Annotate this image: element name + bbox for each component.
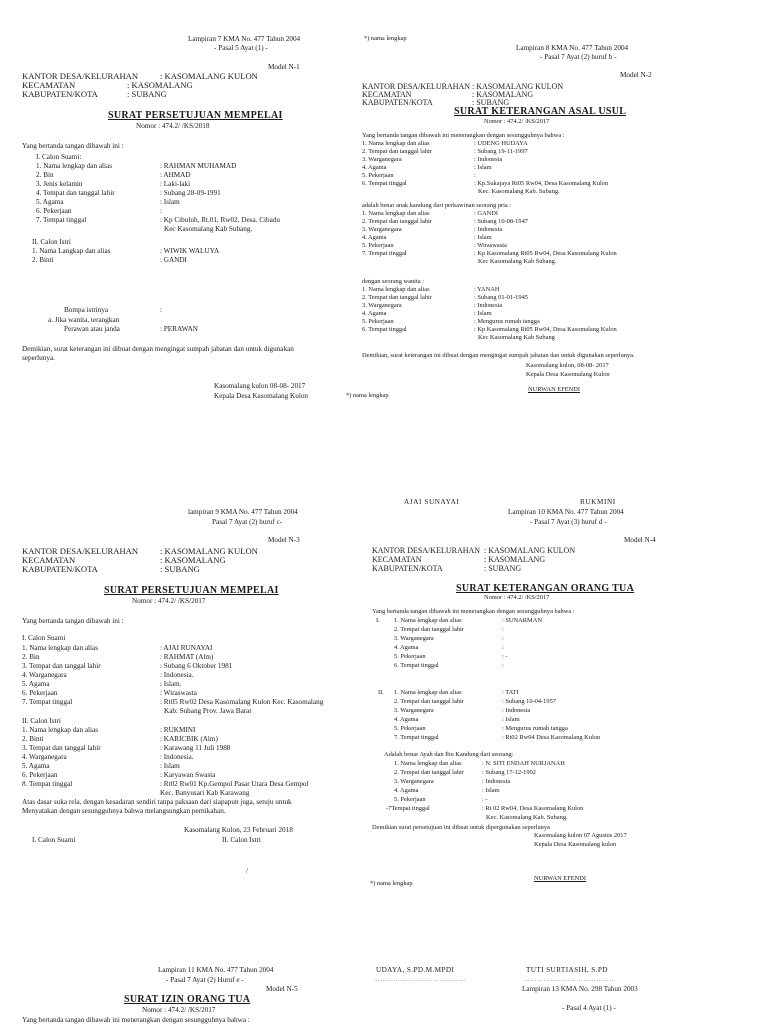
field-value: : Islam <box>502 716 520 723</box>
pasal-label: - Pasal 7 Ayat (2) Huruf e - <box>166 976 244 984</box>
model-label: Model N-2 <box>620 71 652 79</box>
field-label: 4. Agama <box>362 310 387 317</box>
field-value: : UDENG HUDAYA <box>474 140 528 147</box>
field-value: : RUKMINI <box>160 726 196 734</box>
section-text: Adalah benar Ayah dan Ibu Kandung dari seorang: <box>384 751 514 758</box>
field-value: : Islam <box>474 310 492 317</box>
field-value: : - <box>502 653 508 660</box>
field-value: : Indonesia <box>502 707 531 714</box>
section-heading: I. Calon Suami: <box>36 153 82 161</box>
field-label: 1. Nama lengkap dan alias <box>394 617 462 624</box>
field-label: 1. Nama lengkap dan alias <box>22 644 99 652</box>
field-label: 2. Tempat dan tanggal lahir <box>362 294 432 301</box>
field-label: 5. Pekerjaan <box>362 172 394 179</box>
kabupaten-value: : SUBANG <box>127 89 167 99</box>
document-title: SURAT PERSETUJUAN MEMPELAI <box>104 585 279 596</box>
kantor-label: KANTOR DESA/KELURAHAN <box>22 546 139 556</box>
field-label: 5. Pekerjaan <box>394 725 426 732</box>
field-label: 8. Tempat tinggal <box>22 780 73 788</box>
field-label: 5. Agama <box>22 680 50 688</box>
lampiran-label: Lampiran 11 KMA No. 477 Tahun 2004 <box>158 966 274 974</box>
field-label: a. Jika wanita, terangkan <box>48 316 120 324</box>
document-title: SURAT KETERANGAN ASAL USUL <box>454 106 627 117</box>
signer-title: Kepala Desa Kasomalang Kulon <box>214 392 309 400</box>
field-label: 3. Tempat dan tanggal lahir <box>22 744 101 752</box>
intro-text: Yang bertanda tangan dibawah ini : <box>22 142 124 150</box>
field-label: 2. Tempat dan tanggal lahir <box>394 698 464 705</box>
field-label: 2. Tempat dan tanggal lahir <box>394 769 464 776</box>
field-value: : <box>160 207 162 215</box>
closing-text: Atas dasar suka rela, dengan kesadaran sendiri tanpa paksaan dari siapapun juga, setuju untuk <box>22 798 292 806</box>
field-label: 1. Nama lengkap dan alias <box>394 760 462 767</box>
field-value: : <box>474 172 476 179</box>
field-value: : Islam <box>160 762 180 770</box>
field-value: Kec. Kasomalang Kab. Subang. <box>478 188 560 195</box>
field-value: : Kp Kasomalang Rt05 Rw04, Desa Kasomalang Kulon <box>474 250 617 257</box>
kantor-value: : KASOMALANG KULON <box>472 82 564 91</box>
field-label: 4. Agama <box>394 644 419 651</box>
field-value: : AHMAD <box>160 171 191 179</box>
field-label: 3. Warganegara <box>394 635 434 642</box>
footnote: *) nama lengkap <box>370 880 413 887</box>
signature-mark: / <box>246 867 248 875</box>
field-value: : Indonesia. <box>160 671 194 679</box>
field-value: : AJAI RUNAYAI <box>160 644 213 652</box>
signer-name: NURWAN EFENDI <box>534 875 587 882</box>
kantor-value: : KASOMALANG KULON <box>160 546 258 556</box>
section-heading: II. Calon Istri <box>32 238 71 246</box>
field-value: : Subang 6 Oktober 1981 <box>160 662 233 670</box>
field-label: -7Tempat tinggal <box>386 805 430 812</box>
field-label: 3. Tempat dan tanggal lahir <box>22 662 101 670</box>
field-value: Kec Kasomalang Kab Subang. <box>478 258 557 265</box>
field-label: 4. Agama <box>362 164 387 171</box>
lampiran-label: Lampiran 8 KMA No. 477 Tahun 2004 <box>516 44 629 52</box>
field-value: : Karyawan Swasta <box>160 771 216 779</box>
kecamatan-label: KECAMATAN <box>362 90 412 99</box>
field-label: 6. Tempat tinggal <box>394 662 439 669</box>
field-value: : Mengurus rumah tangga <box>502 725 568 732</box>
kabupaten-label: KABUPATEN/KOTA <box>22 89 98 99</box>
field-value: : Rt02 Rw04 Desa Kasomalang Kulon <box>502 734 601 741</box>
signature-line: …………………………………… <box>374 977 467 983</box>
kecamatan-value: : KASOMALANG <box>472 90 534 99</box>
field-value: Kec. Kasomalang Kab. Subang. <box>486 814 568 821</box>
pasal-label: - Pasal 5 Ayat (1) - <box>214 44 268 52</box>
lampiran-label: Lampiran 13 KMA No. 298 Tahun 2003 <box>522 985 638 993</box>
field-value: : TATI <box>502 689 519 696</box>
field-value: : N. SITI ENDAH NURJANAH <box>482 760 565 767</box>
section-text: dengan seorang wanita : <box>362 278 424 285</box>
field-value: : Subang 10-04-1957 <box>502 698 556 705</box>
lampiran-label: Lampiran 7 KMA No. 477 Tahun 2004 <box>188 35 301 43</box>
kabupaten-label: KABUPATEN/KOTA <box>362 98 433 107</box>
signer-title: Kepala Desa Kasomalang kulon <box>534 841 617 848</box>
kantor-label: KANTOR DESA/KELURAHAN <box>362 82 471 91</box>
field-label: 4. Agama <box>394 716 419 723</box>
field-value: : Kp.Sukajaya Rt05 Rw04, Desa Kasomalang Kulon <box>474 180 609 187</box>
kantor-value: : KASOMALANG KULON <box>160 71 258 81</box>
closing-text: Menyatakan dengan sesungguhnya bahwa melangsungkan pernikahan. <box>22 807 226 815</box>
kantor-label: KANTOR DESA/KELURAHAN <box>372 546 481 555</box>
kabupaten-value: : SUBANG <box>484 564 522 573</box>
document-title: SURAT PERSETUJUAN MEMPELAI <box>108 110 283 121</box>
field-value: : Wiraswasta <box>474 242 507 249</box>
section-text: adalah benar anak kandung dari perkawinan seorang pria : <box>362 202 512 209</box>
field-value: : Islam <box>482 787 500 794</box>
field-label: 3. Warganegara <box>362 302 402 309</box>
field-label: Bompa istrinya <box>64 306 109 314</box>
lampiran-label: lampiran 9 KMA No. 477 Tahun 2004 <box>188 508 298 516</box>
signer-name-right: TUTI SURTIASIH, S.PD <box>526 966 608 974</box>
intro-text: Yang bertanda tangan dibawah ini menerangkan dengan sesungguhnya bahwa : <box>22 1016 250 1024</box>
field-value: Kec Kasomalang Kab Subang <box>478 334 555 341</box>
section-heading: II. Calon Istri <box>22 717 61 725</box>
closing-text: Demikian, surat keterangan ini dibuat dengan mengingat sumpah jabatan dan untuk digunakan <box>22 345 294 353</box>
closing-text: seperlunya. <box>22 354 55 362</box>
field-label: 7. Tempat tinggal <box>394 734 439 741</box>
nomor-label: Nomor : 474.2/ /KS/2017 <box>484 118 550 125</box>
field-value: : - <box>482 796 488 803</box>
signer-name-bride: RUKMINI <box>580 498 616 506</box>
field-value: : RAHMAT (Alm) <box>160 653 214 661</box>
field-label: 5. Agama <box>36 198 64 206</box>
field-label: 5. Pekerjaan <box>362 318 394 325</box>
nomor-label: Nomor : 474.2/ /KS/2017 <box>484 594 550 601</box>
signer-title: Kepala Desa Kasomalang Kulon <box>526 371 610 378</box>
field-label: 2. Bin <box>22 653 40 661</box>
footnote: *) nama lengkap <box>346 392 389 399</box>
kabupaten-label: KABUPATEN/KOTA <box>372 564 443 573</box>
kantor-label: KANTOR DESA/KELURAHAN <box>22 71 139 81</box>
field-label: 2. Tempat dan tanggal lahir <box>394 626 464 633</box>
field-value: : PERAWAN <box>160 325 198 333</box>
signature-label-bride: II. Calon Istri <box>222 836 261 844</box>
field-value: : Mengurus rumah tangga <box>474 318 540 325</box>
field-label: 7. Tempat tinggal <box>22 698 73 706</box>
field-value: : Karawang 11 Juli 1988 <box>160 744 231 752</box>
kecamatan-label: KECAMATAN <box>372 555 422 564</box>
nomor-label: Nomor : 474.2/ /KS/2017 <box>132 597 206 605</box>
field-label: 3. Warganegara <box>362 226 402 233</box>
field-value: : Subang 17-12-1992 <box>482 769 536 776</box>
model-label: Model N-1 <box>268 63 300 71</box>
field-label: 2. Binti <box>22 735 44 743</box>
field-label: 1. Nama lengkap dan alias <box>22 726 99 734</box>
signature-line: …………………………………… <box>524 977 617 983</box>
field-label: 7. Tempat tinggal <box>362 250 407 257</box>
kecamatan-value: : KASOMALANG <box>160 555 226 565</box>
field-label: 2. Bin <box>36 171 54 179</box>
pasal-label: - Pasal 7 Ayat (2) huruf b - <box>540 53 617 61</box>
field-label: 1. Nama lengkap dan alias <box>36 162 113 170</box>
document-title: SURAT KETERANGAN ORANG TUA <box>456 583 635 594</box>
field-label: Perawan atau janda <box>64 325 120 333</box>
pasal-label: - Pasal 7 Ayat (3) huruf d - <box>530 518 607 526</box>
kecamatan-value: : KASOMALANG <box>127 80 193 90</box>
field-value: : <box>160 306 162 314</box>
field-value: : <box>502 662 504 669</box>
field-value: : Indonesia <box>474 302 503 309</box>
field-label: 5. Agama <box>22 762 50 770</box>
field-value: : Islam <box>474 234 492 241</box>
field-label: 3. Warganegara <box>394 707 434 714</box>
closing-text: Demikian, surat keterangan ini dibuat dengan mengingat sumpah jabatan dan untuk digunakan seperlunya. <box>362 352 635 359</box>
signer-name-groom: AJAI SUNAYAI <box>404 498 460 506</box>
field-label: 1. Nama lengkap dan alias <box>362 210 430 217</box>
field-value: : GANDI <box>160 256 187 264</box>
intro-text: Yang bertanda tangan dibawah ini : <box>22 617 124 625</box>
field-value: Kec Kasomalang Kab Subang. <box>164 225 253 233</box>
kecamatan-label: KECAMATAN <box>22 555 76 565</box>
nomor-label: Nomor : 474.2/ /KS/2017 <box>142 1006 216 1014</box>
field-label: 6. Pekerjaan <box>22 771 58 779</box>
field-value: Kab. Subang Prov. Jawa Barat <box>164 707 252 715</box>
kabupaten-label: KABUPATEN/KOTA <box>22 564 98 574</box>
document-title: SURAT IZIN ORANG TUA <box>124 994 251 1005</box>
field-value: : Indonesia <box>474 226 503 233</box>
field-value: : Subang 01-01-1945 <box>474 294 528 301</box>
field-label: 1. Nama lengkap dan alias <box>362 286 430 293</box>
field-label: 2. Tempat dan tanggal lahir <box>362 148 432 155</box>
field-value: : Rt 02 Rw04, Desa Kasomalang Kulon <box>482 805 584 812</box>
field-label: 4. Warganegara <box>22 753 67 761</box>
kecamatan-label: KECAMATAN <box>22 80 76 90</box>
field-label: 7. Tempat tinggal <box>36 216 87 224</box>
field-value: : Wiraswasta <box>160 689 197 697</box>
kantor-value: : KASOMALANG KULON <box>484 546 576 555</box>
field-value: : Subang 28-09-1991 <box>160 189 221 197</box>
field-value: : <box>502 635 504 642</box>
kecamatan-value: : KASOMALANG <box>484 555 546 564</box>
model-label: Model N-4 <box>624 536 656 544</box>
signature-label-groom: I. Calon Suami <box>32 836 76 844</box>
field-label: 6. Pekerjaan <box>22 689 58 697</box>
kabupaten-value: : SUBANG <box>472 98 510 107</box>
field-label: 3. Warganegara <box>362 156 402 163</box>
closing-text: Demikian surat persetujuan ini dibuat untuk dipergunakan seperlunya <box>372 824 550 831</box>
field-value: : Indonesia. <box>160 753 194 761</box>
section-heading: I. <box>376 617 380 624</box>
field-label: 5. Pekerjaan <box>362 242 394 249</box>
field-value: : <box>502 626 504 633</box>
field-label: 4. Agama <box>362 234 387 241</box>
field-value: : RAHMAN MUHAMAD <box>160 162 237 170</box>
pasal-label: - Pasal 4 Ayat (1) - <box>562 1004 616 1012</box>
kabupaten-value: : SUBANG <box>160 564 200 574</box>
footnote: *) nama lengkap <box>364 35 407 42</box>
field-label: 3. Jenis kelamin <box>36 180 83 188</box>
signer-name: NURWAN EFENDI <box>528 386 581 393</box>
section-heading: II. <box>378 689 384 696</box>
field-value: : Islam <box>474 164 492 171</box>
field-label: 4. Agama <box>394 787 419 794</box>
field-label: 1. Nama Langkap dan alias <box>32 247 111 255</box>
field-label: 1. Nama lengkap dan alias <box>362 140 430 147</box>
field-label: 4. Tempat dan tanggal lahir <box>36 189 115 197</box>
field-value: : SUNARMAN <box>502 617 542 624</box>
field-value: : Indonesia <box>474 156 503 163</box>
model-label: Model N-5 <box>266 985 298 993</box>
field-label: 2. Tempat dan tanggal lahir <box>362 218 432 225</box>
field-label: 6. Pekerjaan <box>36 207 72 215</box>
place-date: Kasomalang kulon 07 Agustus 2017 <box>534 832 627 839</box>
field-label: 6. Tempat tinggal <box>362 180 407 187</box>
field-value: : Subang 10-08-1947 <box>474 218 528 225</box>
field-value: Kec. Banyusari Kab Karawang <box>160 789 250 797</box>
section-heading: I. Calon Suami <box>22 634 66 642</box>
field-label: 4. Warganegara <box>22 671 67 679</box>
field-value: : Laki-laki <box>160 180 191 188</box>
field-value: : YANAH <box>474 286 500 293</box>
place-date: Kasomalang kulon, 08-08- 2017 <box>526 362 609 369</box>
field-value: : Kp Kasomalang Rt05 Rw04, Desa Kasomalang Kulon <box>474 326 617 333</box>
field-value: : Indonesia <box>482 778 511 785</box>
field-label: 5. Pekerjaan <box>394 796 426 803</box>
field-value: : Subang 19-11-1997 <box>474 148 528 155</box>
field-value: : Islam. <box>160 680 182 688</box>
model-label: Model N-3 <box>268 536 300 544</box>
place-date: Kasomalang Kulon, 23 Februari 2018 <box>184 826 293 834</box>
place-date: Kasomalang kulon 08-08- 2017 <box>214 382 306 390</box>
field-value: : KARICBIK (Alm) <box>160 735 218 743</box>
field-value: : Islam <box>160 198 180 206</box>
intro-text: Yang bertanda tangan dibawah ini menerangkan dengan sesungguhnya bahwa : <box>362 132 565 139</box>
field-value: : WIWIK WALUYA <box>160 247 220 255</box>
field-label: 6. Tempat tinggal <box>362 326 407 333</box>
field-label: 3. Warganegara <box>394 778 434 785</box>
signer-name-left: UDAYA, S.PD.M.MPDI <box>376 966 455 974</box>
field-label: 2. Binti <box>32 256 54 264</box>
intro-text: Yang bertanda tangan dibawah ini menerangkan dengan sesungguhnya bahwa : <box>372 608 575 615</box>
field-value: : GANDI <box>474 210 498 217</box>
field-value: : Rt05 Rw02 Desa Kasomalang Kulon Kec. Kasomalang <box>160 698 324 706</box>
field-label: 5. Pekerjaan <box>394 653 426 660</box>
nomor-label: Nomor : 474.2/ /KS/2018 <box>136 122 210 130</box>
pasal-label: Pasal 7 Ayat (2) huruf c- <box>212 518 283 526</box>
field-label: 1. Nama lengkap dan alias <box>394 689 462 696</box>
lampiran-label: Lampiran 10 KMA No. 477 Tahun 2004 <box>508 508 624 516</box>
field-value: : Rt02 Rw01 Kp.Gempol Pasar Utara Desa Gempol <box>160 780 309 788</box>
field-value: : <box>502 644 504 651</box>
field-value: : Kp Cibuluh, Rt.01, Rw02, Desa. Cibadu <box>160 216 280 224</box>
